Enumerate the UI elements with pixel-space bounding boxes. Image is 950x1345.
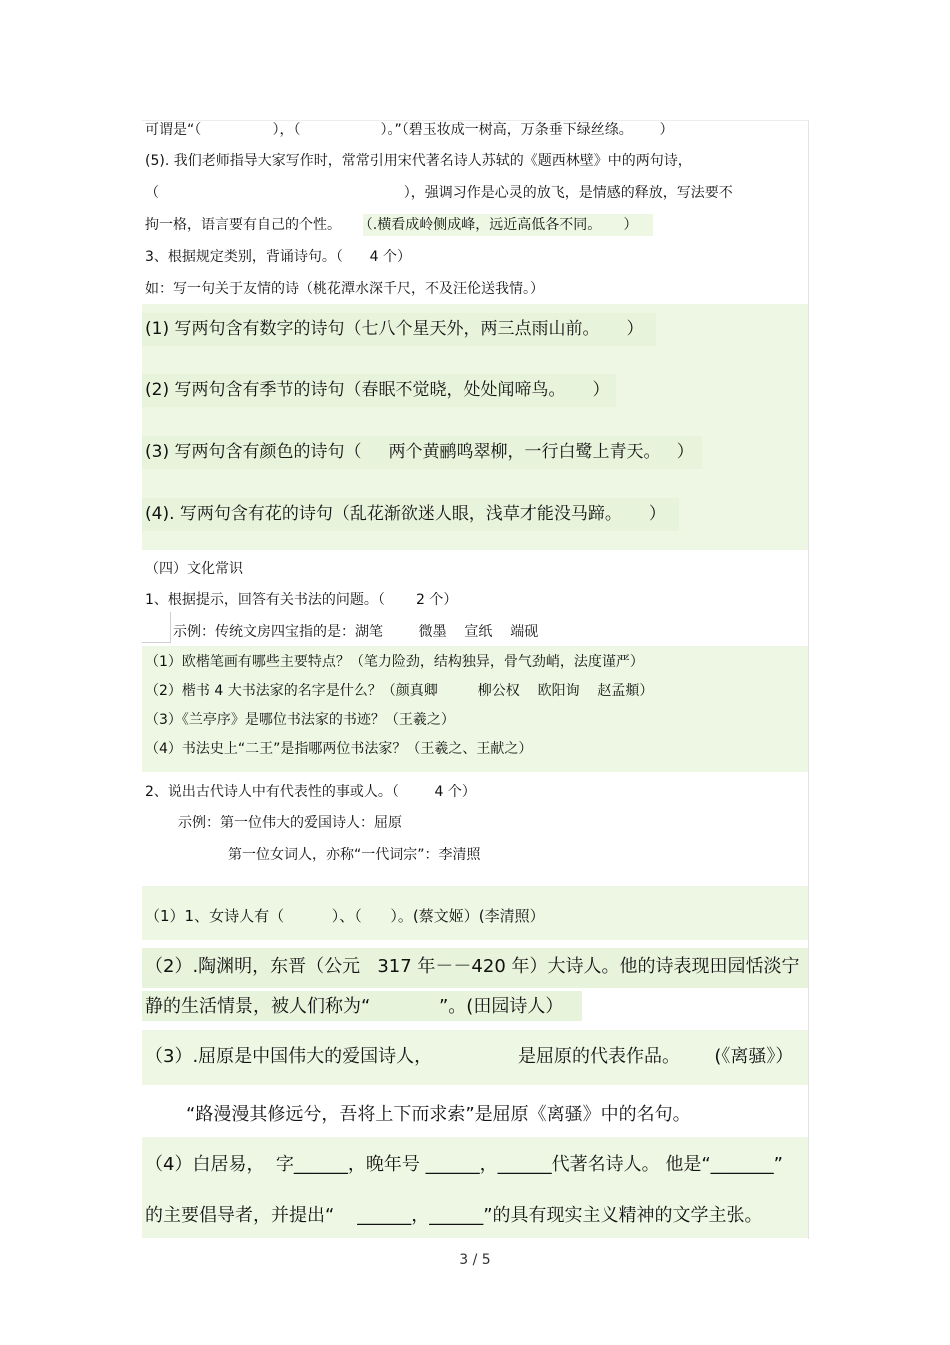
poet-item-3-quote: “路漫漫其修远兮，吾将上下而求索”是屈原《离骚》中的名句。 (186, 1104, 691, 1125)
question-1: 1、根据提示，回答有关书法的问题。（ 2 个） (145, 592, 458, 608)
calligraphy-item-1: （1）欧楷笔画有哪些主要特点？（笔力险劲，结构独异，骨气劲峭，法度谨严） (145, 654, 644, 670)
section-title: （四）文化常识 (145, 561, 243, 577)
text-line-1: 可谓是“（ ），（ ）。”（碧玉妆成一树高，万条垂下绿丝绦。 ） (145, 122, 674, 138)
poem-item-4: (4). 写两句含有花的诗句（乱花渐欲迷人眼，浅草才能没马蹄。 ） (145, 504, 666, 524)
poem-item-2: (2) 写两句含有季节的诗句（春眠不觉晓，处处闻啼鸟。 ） (145, 380, 610, 400)
example-1: 示例：传统文房四宝指的是：湖笔 微墨 宣纸 端砚 (173, 624, 539, 640)
poem-item-3: (3) 写两句含有颜色的诗句（ 两个黄鹂鸣翠柳，一行白鹭上青天。 ） (145, 442, 694, 462)
text-line-4: 拘一格，语言要有自己的个性。 （.横看成岭侧成峰，远近高低各不同。 ） (145, 217, 638, 233)
calligraphy-item-2: （2）楷书 4 大书法家的名字是什么？（颜真卿 柳公权 欧阳询 赵孟頫） (145, 683, 654, 699)
example-2a: 示例：第一位伟大的爱国诗人：屈原 (178, 815, 402, 831)
page-number: 3 / 5 (459, 1252, 491, 1268)
question-2: 2、说出古代诗人中有代表性的事或人。（ 4 个） (145, 784, 476, 800)
poet-item-4-line-2: 的主要倡导者，并提出“ ______，______”的具有现实主义精神的文学主张。 (145, 1205, 763, 1226)
poet-item-4-line-1: （4）白居易， 字______，晚年号 ______，______代著名诗人。 他是“_______” (145, 1154, 783, 1175)
poet-item-2-line-2: 静的生活情景，被人们称为“ ”。(田园诗人） (145, 996, 564, 1017)
calligraphy-item-4: （4）书法史上“二王”是指哪两位书法家？（王羲之、王献之） (145, 741, 533, 757)
text-line-5: 3、根据规定类别，背诵诗句。（ 4 个） (145, 249, 411, 265)
poet-item-2-line-1: （2）.陶渊明，东晋（公元 317 年－－420 年）大诗人。他的诗表现田园恬淡宁 (145, 956, 800, 977)
corner-mark (142, 612, 171, 643)
example-2b: 第一位女词人，亦称“一代词宗”：李清照 (228, 847, 481, 863)
poet-item-3: （3）.屈原是中国伟大的爱国诗人， 是屈原的代表作品。 (《离骚》） (145, 1046, 794, 1067)
calligraphy-item-3: （3）《兰亭序》是哪位书法家的书迹？（王羲之） (145, 712, 455, 728)
text-line-2: (5). 我们老师指导大家写作时，常常引用宋代著名诗人苏轼的《题西林壁》中的两句诗， (145, 153, 692, 169)
text-line-6: 如：写一句关于友情的诗（桃花潭水深千尺，不及汪伦送我情。） (145, 281, 544, 297)
poem-item-1: (1) 写两句含有数字的诗句（七八个星天外，两三点雨山前。 ） (145, 319, 644, 339)
text-line-3: （ ），强调习作是心灵的放飞，是情感的释放，写法要不 (145, 185, 733, 201)
poet-item-1: （1）1、女诗人有（ ）、（ ）。(蔡文姬）(李清照） (145, 907, 545, 925)
